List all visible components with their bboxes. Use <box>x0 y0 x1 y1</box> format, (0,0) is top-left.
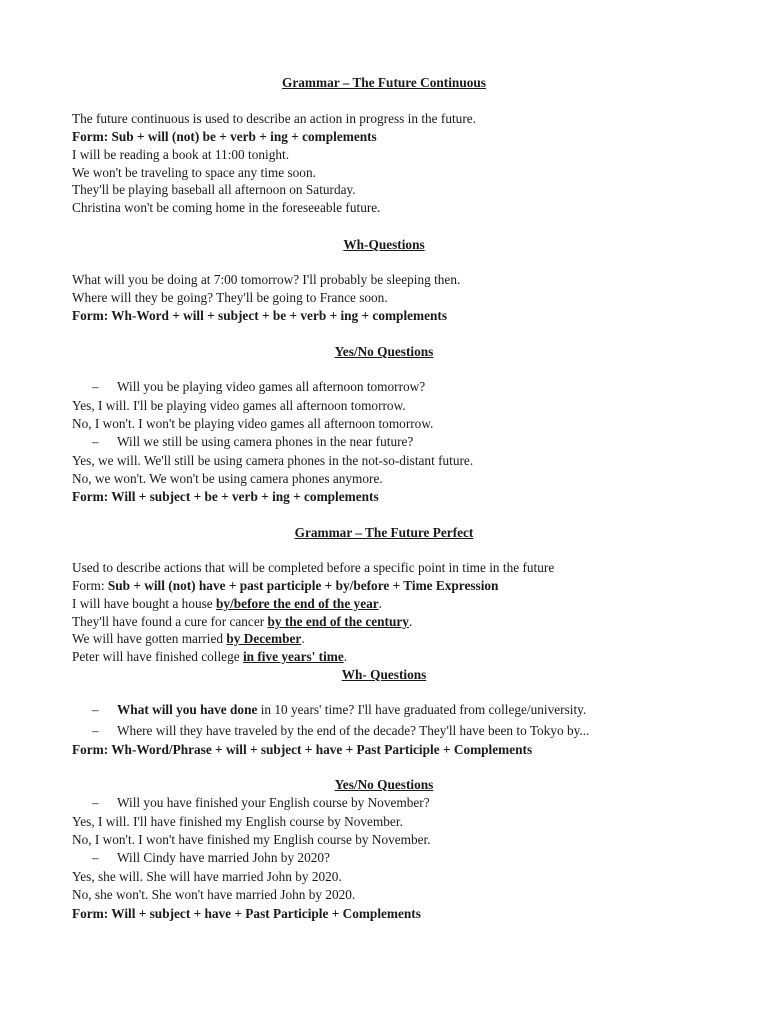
fp-yn-form: Form: Will + subject + have + Past Participle + Complements <box>72 906 421 921</box>
heading-wh-questions: Wh-Questions <box>343 237 425 252</box>
heading-yes-no-questions: Yes/No Questions <box>334 344 434 359</box>
example-end: . <box>343 649 348 664</box>
fp-yn-question <box>92 849 330 866</box>
fc-yn-answer: No, we won't. We won't be using camera phones anymore. <box>72 471 383 486</box>
example-end: . <box>301 631 305 646</box>
question-text: Will we still be using camera phones in the near future? <box>117 434 414 449</box>
fp-yn-answer: Yes, she will. She will have married John by 2020. <box>72 869 342 884</box>
form-formula: Sub + will (not) have + past participle + by/before + Time Expression <box>107 578 499 593</box>
fp-intro: Used to describe actions that will be completed before a specific point in time in the future <box>72 560 555 575</box>
fc-example: We won't be traveling to space any time soon. <box>72 165 316 180</box>
fc-yn-question <box>92 378 425 395</box>
fp-yn-answer: Yes, I will. I'll have finished my English course by November. <box>72 814 403 829</box>
fc-yn-question <box>92 433 413 450</box>
fc-wh-form: Form: Wh-Word + will + subject + be + verb + ing + complements <box>72 308 448 323</box>
fc-wh-line: Where will they be going? They'll be going to France soon. <box>72 290 388 305</box>
question-text: Will you be playing video games all afternoon tomorrow? <box>117 379 426 394</box>
dash-bullet: – <box>92 379 99 394</box>
fp-form <box>72 577 498 594</box>
example-end: . <box>378 596 382 611</box>
question-text: Will you have finished your English course by November? <box>117 795 430 810</box>
fp-wh-form: Form: Wh-Word/Phrase + will + subject + have + Past Participle + Complements <box>72 742 533 757</box>
fc-example: They'll be playing baseball all afternoon on Saturday. <box>72 182 356 197</box>
fc-yn-answer: No, I won't. I won't be playing video games all afternoon tomorrow. <box>72 416 434 431</box>
fc-wh-line: What will you be doing at 7:00 tomorrow? I'll probably be sleeping then. <box>72 272 461 287</box>
heading-fp-wh-questions: Wh- Questions <box>341 667 427 682</box>
fp-wh-question <box>92 701 586 718</box>
example-end: . <box>408 614 413 629</box>
fp-wh-question <box>92 722 589 739</box>
fp-yn-answer: No, I won't. I won't have finished my English course by November. <box>72 832 431 847</box>
fc-yn-form: Form: Will + subject + be + verb + ing + complements <box>72 489 379 504</box>
fc-intro: The future continuous is used to describe an action in progress in the future. <box>72 111 476 126</box>
question-text: Where will they have traveled by the end of the decade? They'll have been to Tokyo by... <box>117 723 590 738</box>
question-bold: What will you have done <box>117 702 258 717</box>
fp-example <box>72 595 382 612</box>
time-expression: by December <box>226 631 302 646</box>
question-rest: in 10 years' time? I'll have graduated from college/university. <box>257 702 587 717</box>
fp-yn-answer: No, she won't. She won't have married John by 2020. <box>72 887 356 902</box>
fp-yn-question <box>92 794 430 811</box>
fp-example <box>72 648 347 665</box>
time-expression: by the end of the century <box>267 614 409 629</box>
example-text: We will have gotten married <box>72 631 227 646</box>
fc-example: I will be reading a book at 11:00 tonight. <box>72 147 290 162</box>
heading-fp-yes-no-questions: Yes/No Questions <box>334 777 434 792</box>
dash-bullet: – <box>92 723 99 738</box>
fp-example <box>72 630 305 647</box>
time-expression: by/before the end of the year <box>216 596 379 611</box>
heading-future-perfect: Grammar – The Future Perfect <box>294 525 474 540</box>
example-text: They'll have found a cure for cancer <box>72 614 268 629</box>
question-text: Will Cindy have married John by 2020? <box>117 850 330 865</box>
fc-form: Form: Sub + will (not) be + verb + ing + complements <box>72 129 377 144</box>
fc-yn-answer: Yes, I will. I'll be playing video games all afternoon tomorrow. <box>72 398 406 413</box>
fp-example <box>72 613 412 630</box>
example-text: I will have bought a house <box>72 596 217 611</box>
dash-bullet: – <box>92 702 99 717</box>
example-text: Peter will have finished college <box>72 649 243 664</box>
form-prefix: Form: <box>72 578 108 593</box>
time-expression: in five years' time <box>242 649 344 664</box>
dash-bullet: – <box>92 434 99 449</box>
dash-bullet: – <box>92 795 99 810</box>
heading-future-continuous: Grammar – The Future Continuous <box>282 75 486 90</box>
dash-bullet: – <box>92 850 99 865</box>
fc-example: Christina won't be coming home in the foreseeable future. <box>72 200 381 215</box>
fc-yn-answer: Yes, we will. We'll still be using camera phones in the not-so-distant future. <box>72 453 474 468</box>
